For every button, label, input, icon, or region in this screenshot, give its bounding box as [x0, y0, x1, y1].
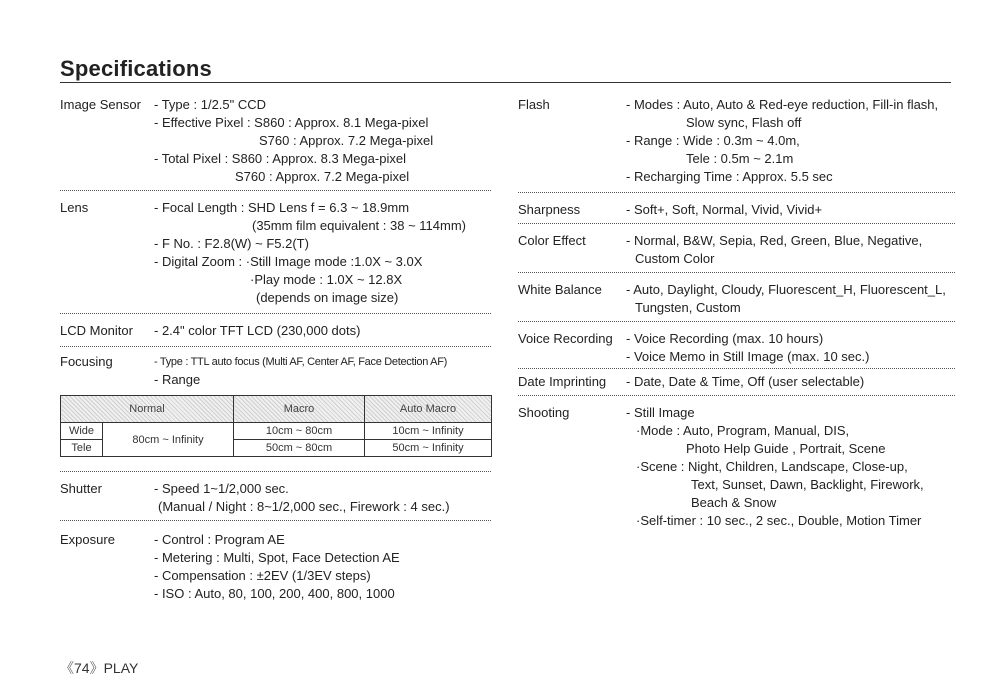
spec-line: - Normal, B&W, Sepia, Red, Green, Blue, Negative, [626, 233, 923, 248]
spec-label: Focusing [60, 354, 113, 369]
spec-white-balance [518, 281, 955, 317]
spec-line: Tungsten, Custom [635, 300, 741, 315]
divider [518, 368, 955, 369]
spec-line: - Modes : Auto, Auto & Red-eye reduction, Fill-in flash, [626, 97, 939, 112]
spec-line: - 2.4" color TFT LCD (230,000 dots) [154, 323, 361, 338]
spec-label: Voice Recording [518, 331, 613, 346]
spec-line: - Auto, Daylight, Cloudy, Fluorescent_H, Fluorescent_L, [626, 282, 946, 297]
spec-shutter [60, 480, 491, 516]
spec-line: - F No. : F2.8(W) ~ F5.2(T) [154, 236, 309, 251]
spec-line: - Focal Length : SHD Lens f = 6.3 ~ 18.9mm [154, 200, 410, 215]
spec-exposure [60, 531, 491, 603]
spec-focusing [60, 353, 491, 389]
spec-label: Sharpness [518, 202, 581, 217]
spec-line: (35mm film equivalent : 38 ~ 114mm) [252, 218, 466, 233]
spec-line: - Date, Date & Time, Off (user selectable) [626, 374, 865, 389]
spec-line: Photo Help Guide , Portrait, Scene [686, 441, 886, 456]
spec-label: Exposure [60, 532, 115, 547]
spec-line: - Control : Program AE [154, 532, 285, 547]
spec-line: - Voice Memo in Still Image (max. 10 sec.) [626, 349, 870, 364]
spec-line: - ISO : Auto, 80, 100, 200, 400, 800, 1000 [154, 586, 395, 601]
spec-line: - Soft+, Soft, Normal, Vivid, Vivid+ [626, 202, 823, 217]
spec-line: Text, Sunset, Dawn, Backlight, Firework, [691, 477, 924, 492]
spec-line: Beach & Snow [691, 495, 777, 510]
spec-line: - Effective Pixel : S860 : Approx. 8.1 Mega-pixel [154, 115, 429, 130]
spec-label: Color Effect [518, 233, 586, 248]
spec-line: Custom Color [635, 251, 715, 266]
spec-line: - Metering : Multi, Spot, Face Detection AE [154, 550, 400, 565]
divider [60, 520, 491, 521]
table-header-row [61, 396, 492, 423]
spec-shooting [518, 404, 955, 530]
spec-line: Tele : 0.5m ~ 2.1m [686, 151, 794, 166]
divider [518, 395, 955, 396]
table-header: Auto Macro [365, 396, 492, 423]
divider [518, 223, 955, 224]
spec-line: - Speed 1~1/2,000 sec. [154, 481, 289, 496]
table-cell: 10cm ~ 80cm [234, 423, 365, 440]
divider [518, 192, 955, 193]
spec-line: - Still Image [626, 405, 695, 420]
spec-voice-recording [518, 330, 955, 366]
spec-line: - Type : 1/2.5" CCD [154, 97, 267, 112]
spec-line: - Digital Zoom : ·Still Image mode :1.0X ~ 3.0X [154, 254, 423, 269]
spec-label: Flash [518, 97, 550, 112]
spec-line: (Manual / Night : 8~1/2,000 sec., Firework : 4 sec.) [158, 499, 450, 514]
focus-range-table [60, 395, 492, 457]
spec-lens [60, 199, 491, 307]
spec-label: Shooting [518, 405, 570, 420]
spec-lcd-monitor [60, 322, 491, 340]
table-cell: Wide [61, 423, 103, 440]
spec-line: S760 : Approx. 7.2 Mega-pixel [259, 133, 434, 148]
spec-line: - Type : TTL auto focus (Multi AF, Center AF, Face Detection AF) [154, 356, 448, 368]
table-row [61, 423, 492, 440]
spec-flash [518, 96, 955, 186]
spec-line: ·Play mode : 1.0X ~ 12.8X [250, 272, 403, 287]
spec-date-imprinting [518, 373, 955, 391]
spec-label: LCD Monitor [60, 323, 133, 338]
spec-label: Image Sensor [60, 97, 141, 112]
spec-line: (depends on image size) [256, 290, 399, 305]
divider [60, 471, 491, 472]
spec-line: - Recharging Time : Approx. 5.5 sec [626, 169, 833, 184]
spec-label: Lens [60, 200, 89, 215]
page-title: Specifications [60, 56, 212, 81]
table-cell: 50cm ~ 80cm [234, 440, 365, 457]
spec-label: Date Imprinting [518, 374, 607, 389]
divider [60, 313, 491, 314]
spec-line: ·Scene : Night, Children, Landscape, Close-up, [636, 459, 908, 474]
divider [60, 346, 491, 347]
spec-line: - Voice Recording (max. 10 hours) [626, 331, 824, 346]
spec-label: Shutter [60, 481, 102, 496]
left-column [60, 96, 491, 603]
table-cell: 80cm ~ Infinity [103, 423, 234, 457]
spec-line: - Range : Wide : 0.3m ~ 4.0m, [626, 133, 800, 148]
spec-line: ·Mode : Auto, Program, Manual, DIS, [636, 423, 850, 438]
spec-line: Slow sync, Flash off [686, 115, 802, 130]
spec-line: S760 : Approx. 7.2 Mega-pixel [235, 169, 410, 184]
title-underline [60, 82, 951, 83]
table-cell: 50cm ~ Infinity [365, 440, 492, 457]
table-cell: Tele [61, 440, 103, 457]
spec-sharpness [518, 201, 955, 219]
spec-image-sensor [60, 96, 491, 186]
table-cell: 10cm ~ Infinity [365, 423, 492, 440]
spec-label: White Balance [518, 282, 602, 297]
spec-line: - Compensation : ±2EV (1/3EV steps) [154, 568, 371, 583]
table-header: Macro [234, 396, 365, 423]
spec-line: ·Self-timer : 10 sec., 2 sec., Double, Motion Timer [636, 513, 922, 528]
spec-color-effect [518, 232, 955, 268]
page-number: 《74》PLAY [60, 660, 139, 676]
divider [518, 272, 955, 273]
table-header: Normal [61, 396, 234, 423]
divider [60, 190, 491, 191]
divider [518, 321, 955, 322]
right-column [518, 96, 955, 530]
spec-line: - Range [154, 372, 201, 387]
spec-line: - Total Pixel : S860 : Approx. 8.3 Mega-pixel [154, 151, 406, 166]
